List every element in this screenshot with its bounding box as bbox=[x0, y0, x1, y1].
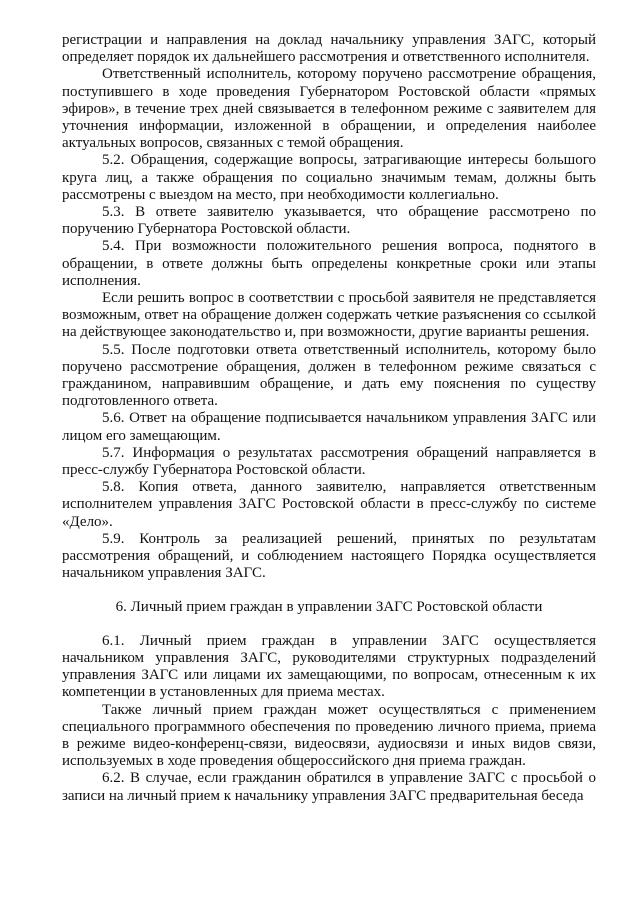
paragraph-5-9: 5.9. Контроль за реализацией решений, принятых по результатам рассмотрения обращений, и соблюдением настоящего Порядка осуществляется начальником управления ЗАГС. bbox=[62, 530, 596, 582]
section-heading: 6. Личный прием граждан в управлении ЗАГС Ростовской области bbox=[115, 598, 543, 615]
paragraph-5-4-cont: Если решить вопрос в соответствии с просьбой заявителя не представляется возможным, ответ на обращение должен содержать четкие разъяснения со ссылкой на действующее законодательство и, при возможности, другие варианты решения. bbox=[62, 290, 596, 341]
paragraph-responsible-executor: Ответственный исполнитель, которому поручено рассмотрение обращения, поступившего в ходе проведения Губернатором Ростовской области «прямых эфиров», в течение трех дней связывается в телефонном режиме с заявителем для уточнения информации, изложенной в обращении, и определения наиболее актуальных вопросов, связанных с темой обращения. bbox=[62, 66, 596, 152]
paragraph-continuation: регистрации и направления на доклад начальнику управления ЗАГС, который определяет порядок их дальнейшего рассмотрения и ответственного исполнителя. bbox=[62, 32, 596, 66]
paragraph-5-7: 5.7. Информация о результатах рассмотрения обращений направляется в пресс-службу Губернатора Ростовской области. bbox=[62, 444, 596, 479]
paragraph-5-4: 5.4. При возможности положительного решения вопроса, поднятого в обращении, в ответе должны быть определены конкретные сроки или этапы исполнения. bbox=[62, 238, 596, 289]
paragraph-5-8: 5.8. Копия ответа, данного заявителю, направляется ответственным исполнителем управления ЗАГС Ростовской области в пресс-службу по системе «Дело». bbox=[62, 479, 596, 530]
paragraph-5-6: 5.6. Ответ на обращение подписывается начальником управления ЗАГС или лицом его замещающим. bbox=[62, 410, 596, 444]
paragraph-6-2: 6.2. В случае, если гражданин обратился в управление ЗАГС с просьбой о записи на личный прием к начальнику управления ЗАГС предварительная беседа bbox=[62, 770, 596, 804]
document-page bbox=[62, 32, 596, 805]
paragraph-5-5: 5.5. После подготовки ответа ответственный исполнитель, которому было поручено рассмотрение обращения, должен в телефонном режиме связаться с гражданином, направившим обращение, и дать ему пояснения по существу подготовленного ответа. bbox=[62, 341, 596, 410]
paragraph-6-1: 6.1. Личный прием граждан в управлении ЗАГС осуществляется начальником управления ЗАГС, руководителями структурных подразделений управления ЗАГС или лицами их замещающими, по вопросам, отнесенным к их компетенции в установленных для приема местах. bbox=[62, 632, 596, 701]
paragraph-5-3: 5.3. В ответе заявителю указывается, что обращение рассмотрено по поручению Губернатора Ростовской области. bbox=[62, 204, 596, 238]
paragraph-5-2: 5.2. Обращения, содержащие вопросы, затрагивающие интересы большого круга лиц, а также обращения по социально значимым темам, должны быть рассмотрены с выездом на место, при необходимости коллегиально. bbox=[62, 152, 596, 203]
paragraph-6-1-cont: Также личный прием граждан может осуществляться с применением специального программного обеспечения по проведению личного приема, приема в режиме видео-конференц-связи, видеосвязи, аудиосвязи и иных видов связи, используемых в ходе проведения общероссийского дня приема граждан. bbox=[62, 701, 596, 770]
